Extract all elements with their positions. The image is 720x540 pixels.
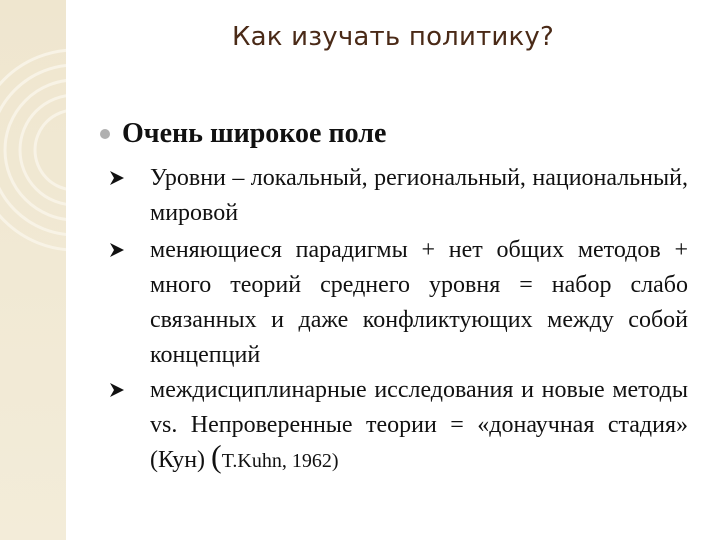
arrow-bullet-icon — [108, 241, 126, 259]
decorative-sidebar — [0, 0, 66, 540]
slide-title: Как изучать политику? — [231, 22, 555, 52]
citation: T.Kuhn, 1962) — [221, 450, 339, 472]
decorative-arcs — [0, 0, 66, 540]
main-bullet — [100, 118, 386, 150]
arrow-bullet-icon — [108, 169, 126, 187]
circle-bullet-icon — [100, 129, 110, 139]
arrow-bullet-icon — [108, 381, 126, 399]
citation-paren: ( — [211, 438, 222, 474]
list-item — [150, 373, 688, 479]
list-item-text: меняющиеся парадигмы + нет общих методов + много теорий среднего уровня = набор слабо связанных и даже конфликтующих между собой концепций — [150, 237, 688, 368]
main-bullet-text: Очень широкое поле — [122, 118, 387, 149]
list-item — [150, 161, 688, 231]
list-item-text: Уровни – локальный, региональный, национальный, мировой — [150, 165, 688, 226]
list-item — [150, 233, 688, 373]
list-item-text: междисциплинарные исследования и новые методы vs. Непроверенные теории = «донаучная стадия» (Кун) — [150, 377, 688, 473]
